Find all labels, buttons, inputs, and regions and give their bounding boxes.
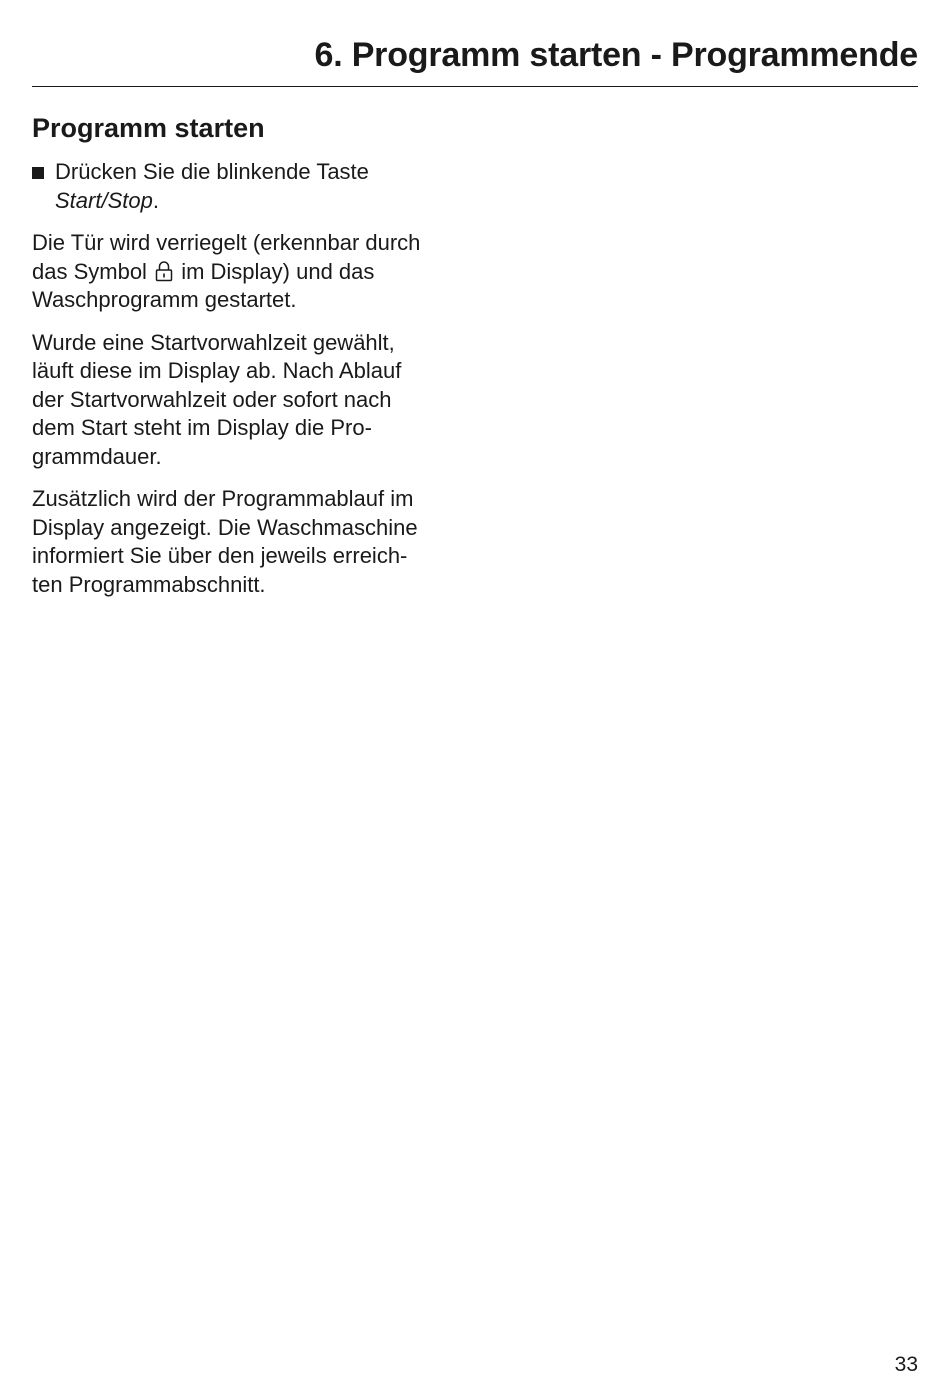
paragraph-line: Display angezeigt. Die Waschmaschine	[32, 514, 418, 540]
paragraph-door-lock	[32, 229, 472, 315]
start-stop-key-label: Start/Stop	[55, 187, 153, 213]
bullet-line-1: Drücken Sie die blinkende Taste	[55, 159, 369, 184]
paragraph-line: dem Start steht im Display die Pro-	[32, 415, 372, 440]
paragraph-line: Die Tür wird verriegelt (erkennbar durch	[32, 230, 421, 255]
instruction-bullet	[32, 158, 472, 215]
lock-icon	[155, 260, 173, 282]
paragraph-line	[32, 258, 472, 287]
bullet-line-2	[55, 187, 472, 216]
paragraph-line: läuft diese im Display ab. Nach Ablauf	[32, 358, 402, 383]
page-number: 33	[894, 1353, 918, 1376]
paragraph-start-delay	[32, 329, 472, 472]
bullet-line-2-suffix: .	[152, 187, 159, 213]
text-before-icon: das Symbol	[32, 258, 147, 284]
paragraph-line: informiert Sie über den jeweils erreich-	[32, 543, 408, 568]
main-content	[32, 110, 472, 613]
paragraph-line: Wurde eine Startvorwahlzeit gewählt,	[32, 329, 395, 355]
text-after-icon: im Display) und das	[181, 258, 375, 284]
paragraph-line: der Startvorwahlzeit oder sofort nach	[32, 386, 392, 412]
paragraph-line: Waschprogramm gestartet.	[32, 287, 297, 312]
bullet-square-icon	[32, 167, 44, 179]
page-title: 6. Programm starten - Programmende	[314, 36, 918, 74]
paragraph-line: grammdauer.	[32, 443, 162, 469]
paragraph-line: ten Programmabschnitt.	[32, 571, 266, 597]
paragraph-line: Zusätzlich wird der Programmablauf im	[32, 486, 414, 511]
paragraph-program-progress	[32, 485, 472, 599]
section-heading: Programm starten	[32, 113, 265, 143]
page-header	[32, 36, 918, 87]
